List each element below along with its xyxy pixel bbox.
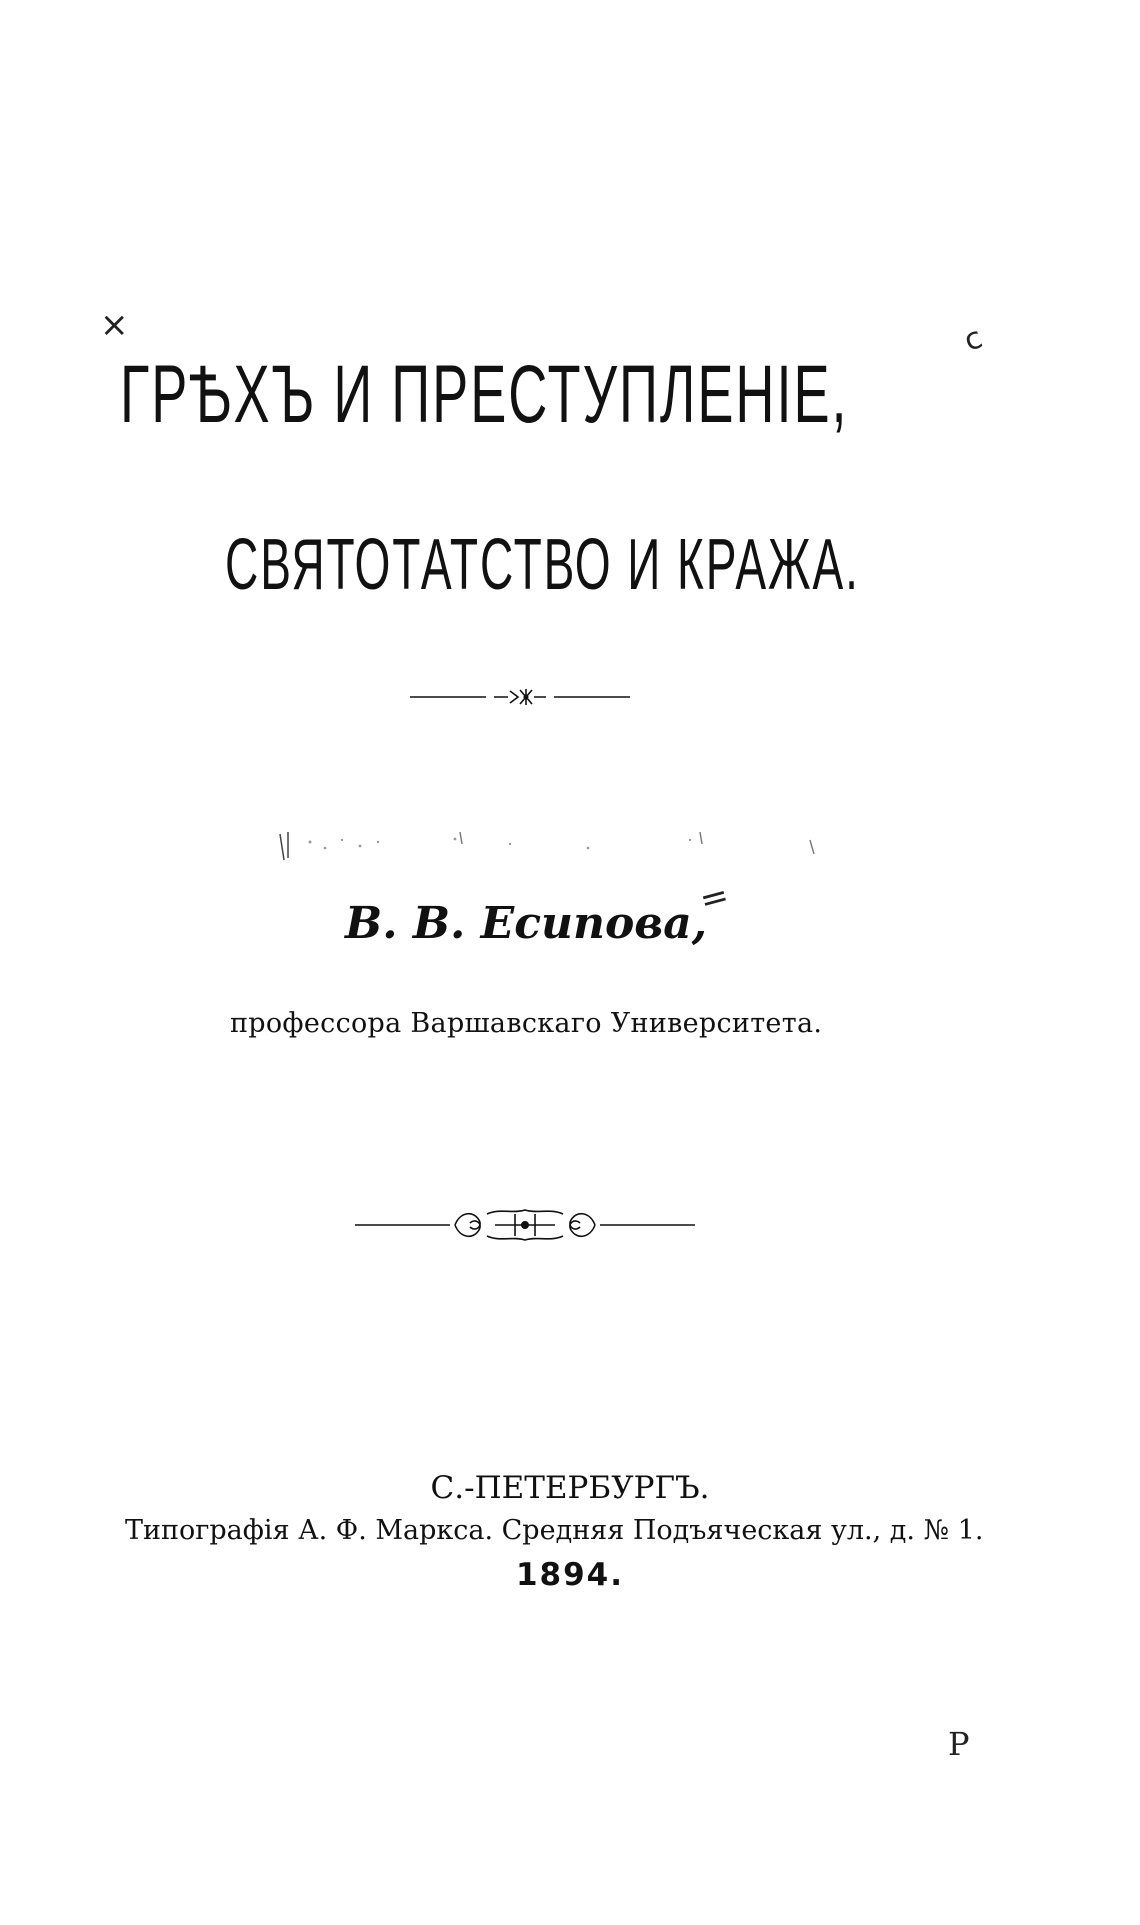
title-line-2 bbox=[225, 520, 860, 610]
author-name: В. В. Есипова, bbox=[345, 898, 708, 949]
marginal-mark-top-right: c bbox=[959, 320, 987, 359]
imprint-city: С.-ПЕТЕРБУРГЪ. bbox=[430, 1470, 710, 1506]
divider-ornament-large-icon bbox=[355, 1200, 695, 1250]
title-line-1-text: ГРѢХЪ И ПРЕСТУПЛЕНІЕ, bbox=[120, 349, 849, 440]
marginal-mark-bottom-right: Р bbox=[948, 1725, 970, 1763]
imprint-year: 1894. bbox=[515, 1557, 625, 1593]
author-position: профессора Варшавскаго Университета. bbox=[230, 1008, 823, 1039]
title-line-1 bbox=[120, 345, 940, 445]
imprint-printer: Типографія А. Ф. Маркса. Средняя Подъяческая ул., д. № 1. bbox=[125, 1515, 984, 1546]
marginal-mark-top-left: × bbox=[100, 305, 129, 345]
divider-ornament-small-icon bbox=[410, 685, 630, 709]
faded-stamp-traces bbox=[270, 830, 830, 870]
title-line-2-text: СВЯТОТАТСТВО И КРАЖА. bbox=[225, 525, 860, 605]
marginal-mark-author: = bbox=[695, 874, 734, 922]
